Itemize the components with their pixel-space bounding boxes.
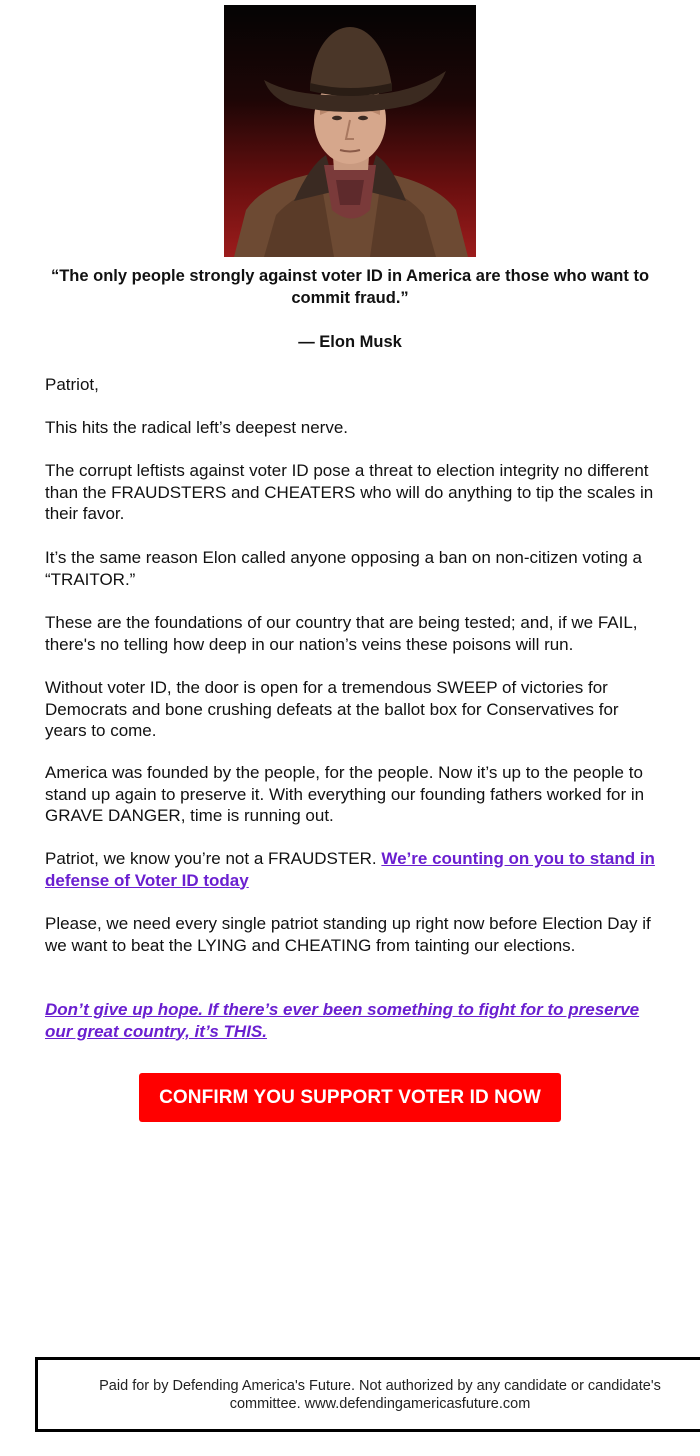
disclaimer-text: Paid for by Defending America's Future. Not authorized by any candidate or candidate's committee. www.defendingamericasfuture.com [99,1377,661,1412]
counting-on-you-link[interactable]: We’re counting on you to stand in defense of Voter ID today [45,849,655,890]
cta-container [0,1073,700,1122]
paragraph-deepest-nerve: This hits the radical left’s deepest nerve. [45,418,349,437]
portrait-icon [224,5,476,257]
greeting: Patriot, [45,375,99,394]
paragraph-corrupt-leftists: The corrupt leftists against voter ID pose a threat to election integrity no different than the FRAUDSTERS and CHEATERS who will do anything to tip the scales in their favor. [45,461,654,523]
fraudster-text: Patriot, we know you’re not a FRAUDSTER. [45,849,377,868]
paragraph-without-voter-id: Without voter ID, the door is open for a tremendous SWEEP of victories for Democrats and bone crushing defeats at the ballot box for Conservatives for years to come. [45,678,619,740]
paid-for-disclaimer-box [35,1357,700,1432]
quote-text: “The only people strongly against voter ID in America are those who want to commit fraud.” [50,267,650,307]
quote-attribution: — Elon Musk [298,333,402,351]
paragraph-not-a-fraudster [45,848,660,891]
paragraph-traitor: It’s the same reason Elon called anyone opposing a ban on non-citizen voting a “TRAITOR.” [45,548,642,589]
dont-give-up-link[interactable]: Don’t give up hope. If there’s ever been something to fight for to preserve our great country, it’s THIS. [45,1000,640,1041]
paragraph-founded-by-people: America was founded by the people, for the people. Now it’s up to the people to stand up again to preserve it. With everything our founding fathers worked for in GRAVE DANGER, time is running out. [45,763,645,825]
paragraph-foundations: These are the foundations of our country that are being tested; and, if we FAIL, there's no telling how deep in our nation’s veins these poisons will run. [45,613,638,654]
confirm-support-voter-id-button[interactable]: CONFIRM YOU SUPPORT VOTER ID NOW [139,1073,561,1122]
hero-portrait-image [224,5,476,257]
paragraph-dont-give-up [45,999,660,1042]
paragraph-every-single-patriot: Please, we need every single patriot standing up right now before Election Day if we want to beat the LYING and CHEATING from tainting our elections. [45,914,651,955]
